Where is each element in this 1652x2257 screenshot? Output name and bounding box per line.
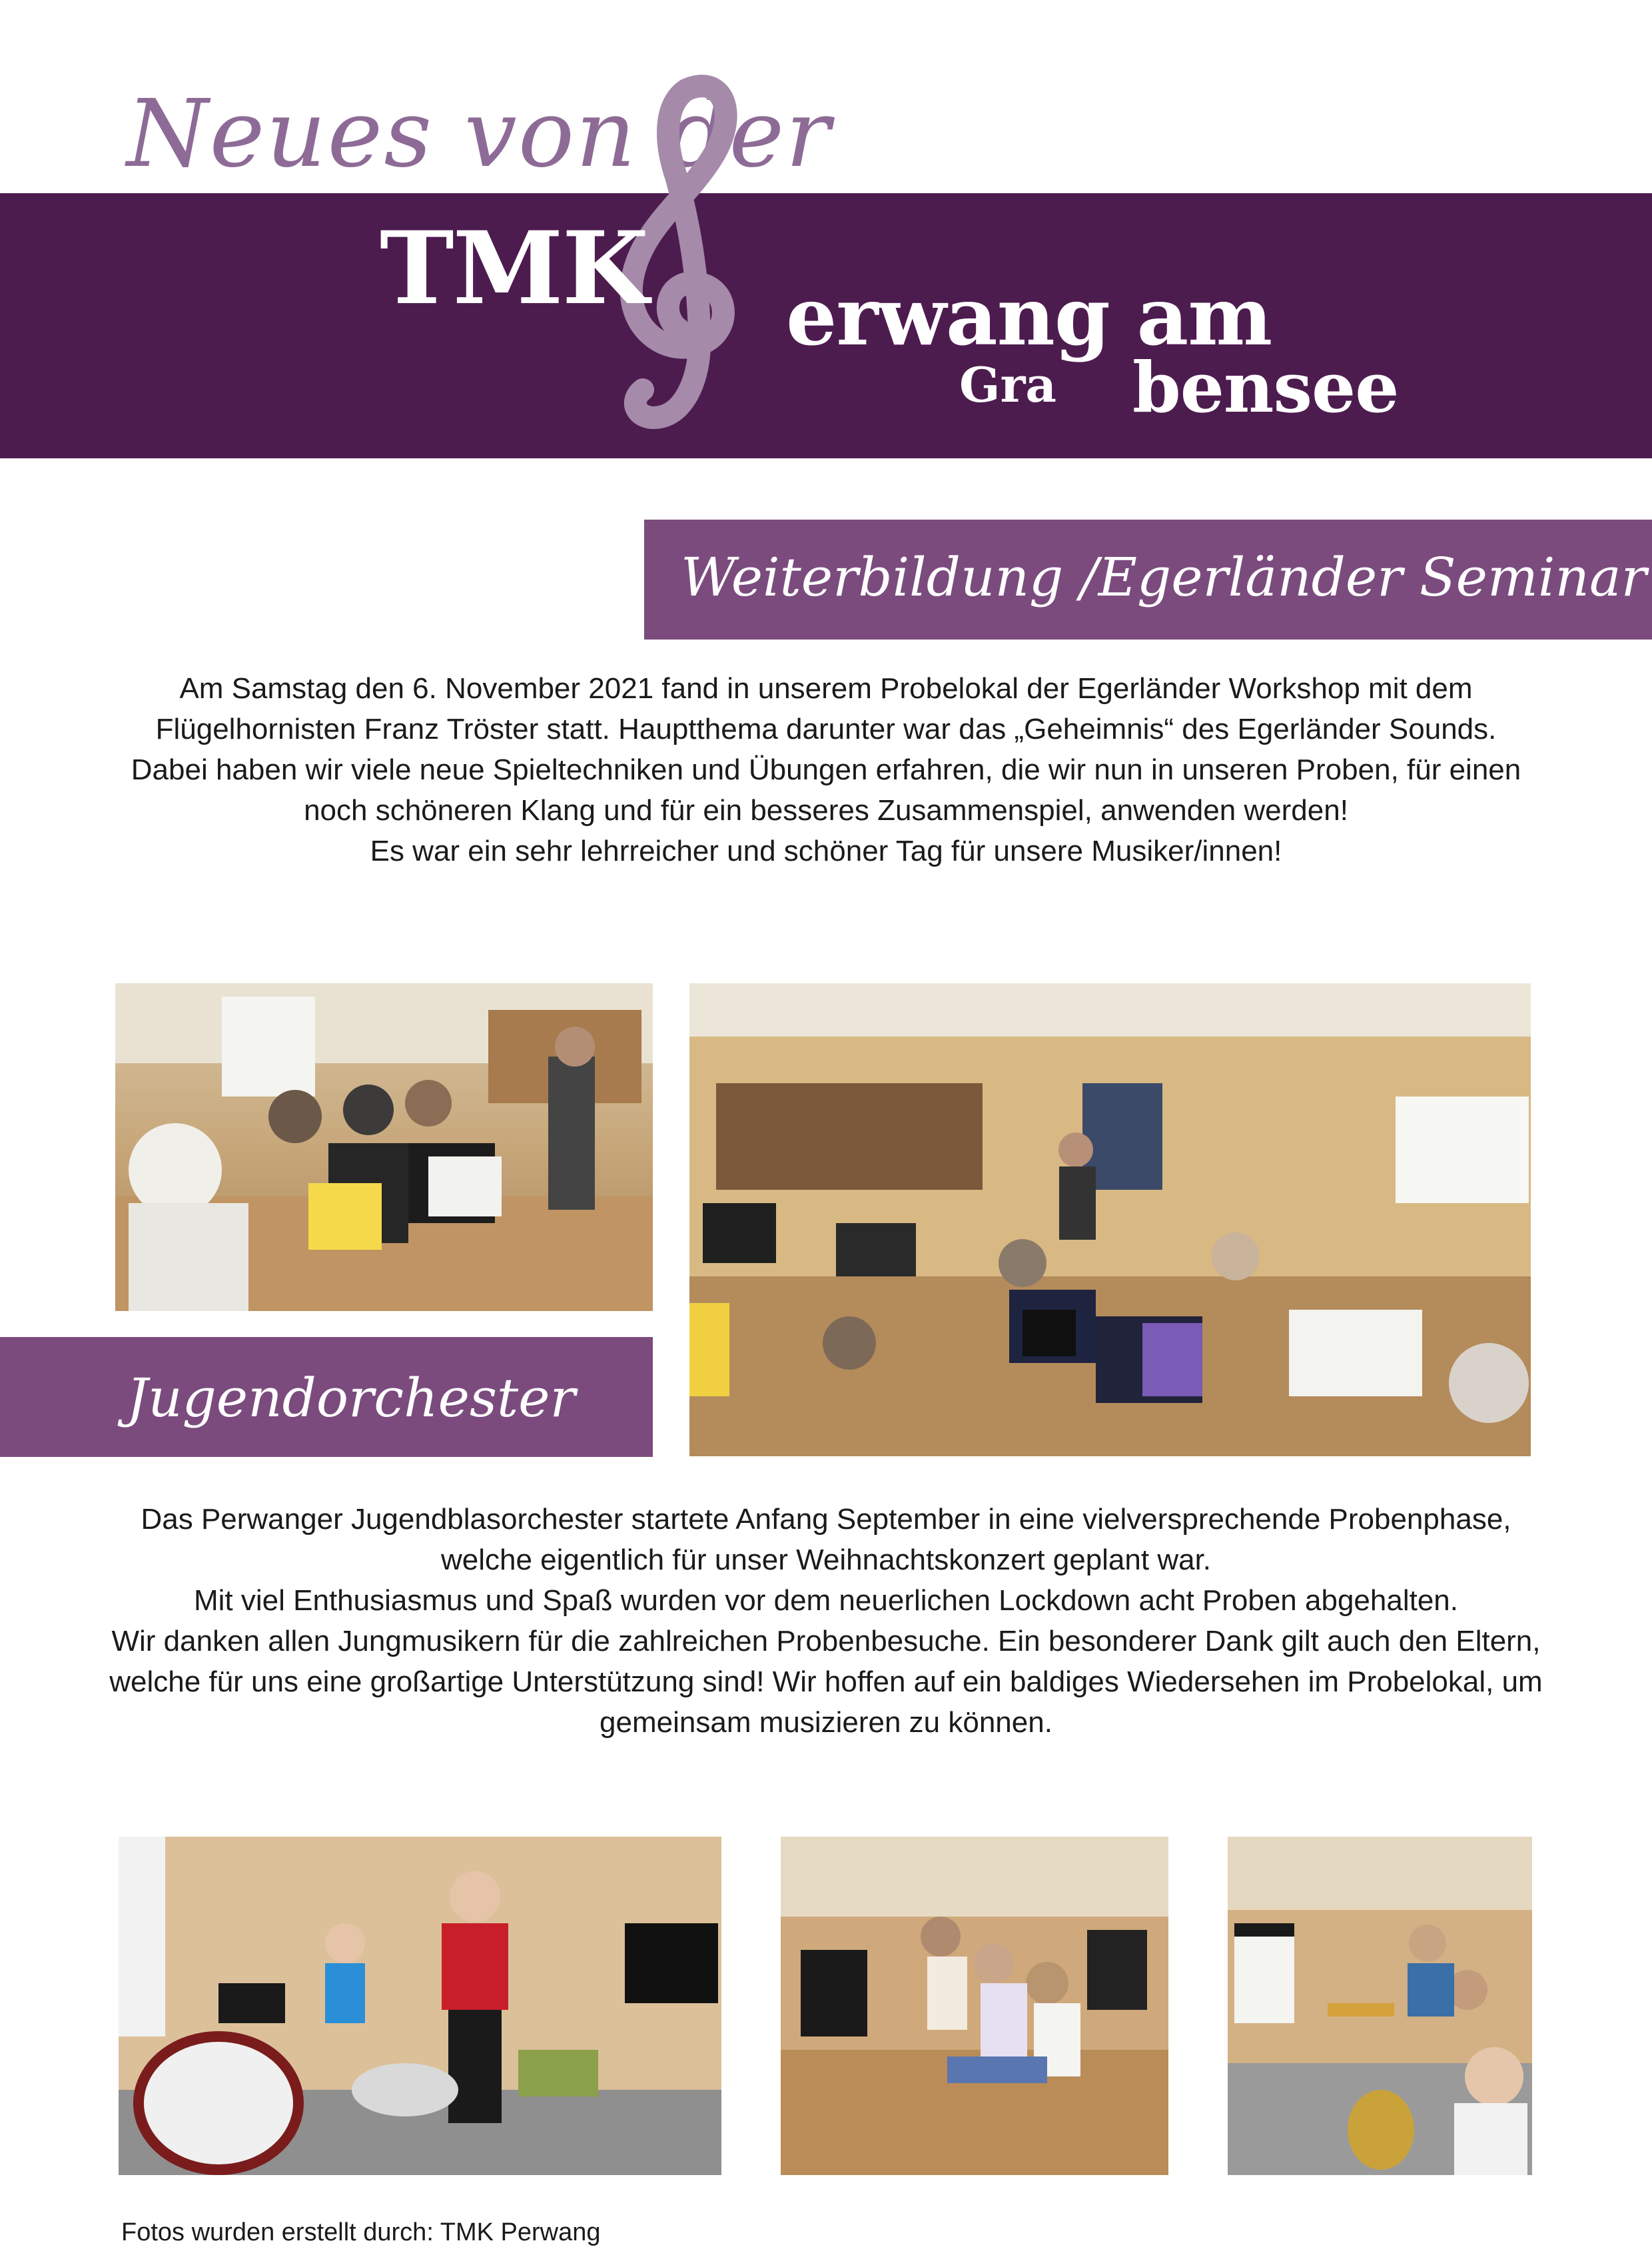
section-text-weiterbildung (107, 668, 1545, 871)
photo-youth-rehearsal-1 (781, 1837, 1168, 2175)
paragraph: Das Perwanger Jugendblasorchester startete Anfang September in eine vielversprechende Probenphase, welche eigentlich für unser Weihnachtskonzert geplant war. (141, 1503, 1511, 1576)
paragraph: Es war ein sehr lehrreicher und schöner Tag für unsere Musiker/innen! (370, 835, 1282, 867)
paragraph: Mit viel Enthusiasmus und Spaß wurden vor dem neuerlichen Lockdown acht Proben abgehalten. (194, 1584, 1458, 1617)
photo-workshop-right (689, 983, 1531, 1456)
header-kicker: Neues von der (127, 80, 832, 189)
header-name-left: TMK (380, 210, 648, 327)
photo-credit: Fotos wurden erstellt durch: TMK Perwang (121, 2218, 601, 2246)
header-location-b: bensee (1132, 346, 1399, 428)
section-title-weiterbildung: Weiterbildung /Egerländer Seminar (644, 520, 1652, 640)
paragraph: Wir danken allen Jungmusikern für die zahlreichen Probenbesuche. Ein besonderer Dank gilt auch den Eltern, welche für uns eine großartige Unterstützung sind! Wir hoffen auf ein baldiges Wiedersehen im Probelokal, um gemeinsam musizieren zu können. (109, 1625, 1543, 1739)
header-name-right: erwang am (786, 270, 1272, 364)
header-location-a: Gra (959, 356, 1057, 413)
photo-youth-rehearsal-2 (1228, 1837, 1532, 2175)
section-title-jugendorchester: Jugendorchester (0, 1337, 653, 1457)
photo-youth-drums (119, 1837, 721, 2175)
paragraph: Dabei haben wir viele neue Spieltechniken und Übungen erfahren, die wir nun in unseren Proben, für einen noch schöneren Klang und für ein besseres Zusammenspiel, anwenden werden! (131, 753, 1521, 827)
paragraph: Am Samstag den 6. November 2021 fand in unserem Probelokal der Egerländer Workshop mit dem Flügelhornisten Franz Tröster statt. Hauptthema darunter war das „Geheimnis“ des Egerländer Sounds. (155, 672, 1497, 745)
section-text-jugendorchester (107, 1499, 1545, 1743)
photo-workshop-left (115, 983, 653, 1311)
